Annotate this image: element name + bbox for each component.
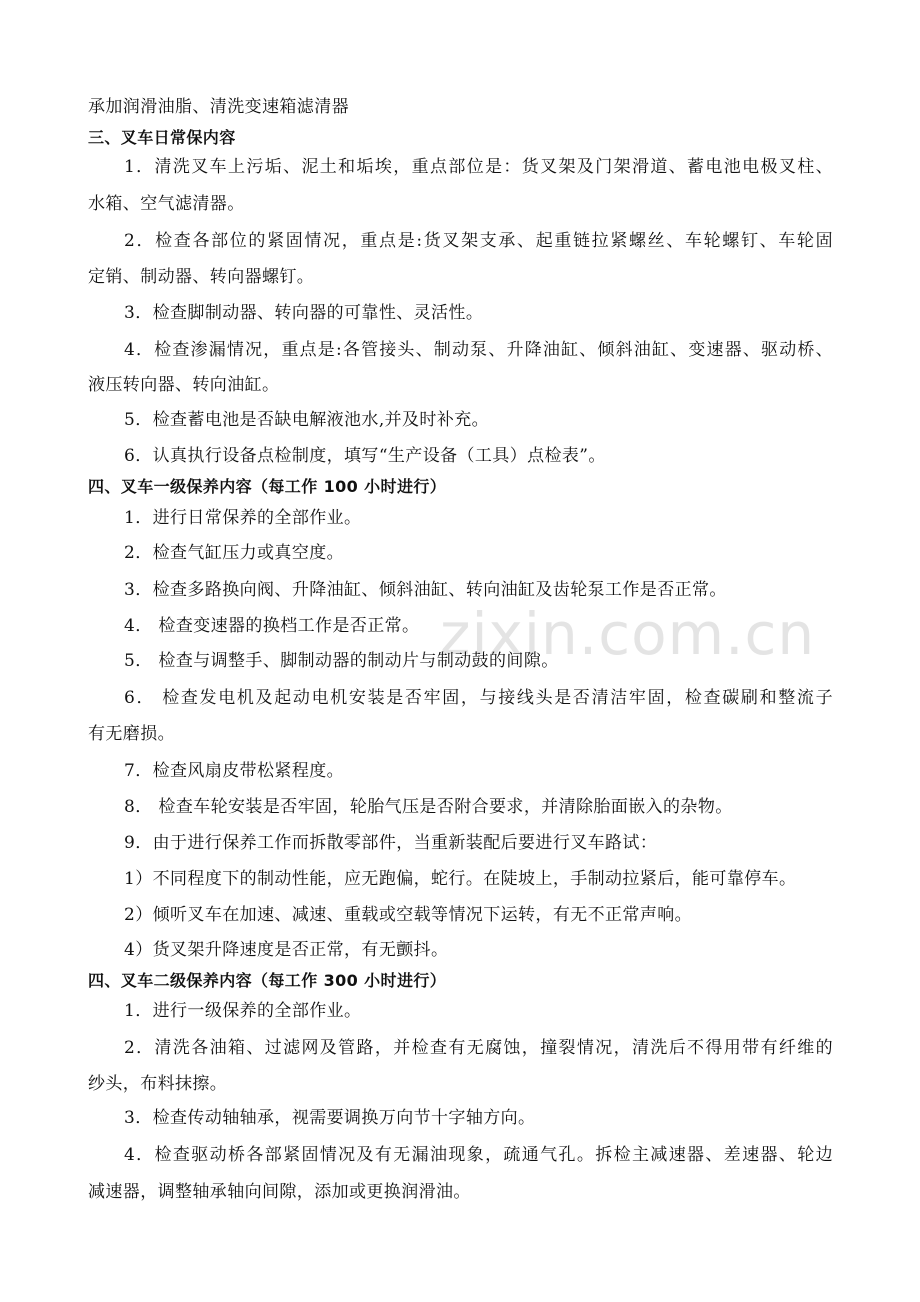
paragraph-line: 1．进行一级保养的全部作业。 <box>124 1001 362 1021</box>
paragraph-line: 6．认真执行设备点检制度，填写“生产设备（工具）点检表”。 <box>124 446 606 466</box>
paragraph-line: 定销、制动器、转向器螺钉。 <box>88 267 315 287</box>
paragraph-line: 1）不同程度下的制动性能，应无跑偏，蛇行。在陡坡上，手制动拉紧后，能可靠停车。 <box>124 869 797 889</box>
paragraph-line: 7．检查风扇皮带松紧程度。 <box>124 761 345 781</box>
paragraph-line: 4）货叉架升降速度是否正常，有无颤抖。 <box>124 940 449 960</box>
paragraph-line: 3．检查脚制动器、转向器的可靠性、灵活性。 <box>124 303 484 323</box>
paragraph-line: 6． 检查发电机及起动电机安装是否牢固，与接线头是否清洁牢固，检查碳刷和整流子 <box>124 688 833 708</box>
paragraph-line: 9．由于进行保养工作而拆散零部件，当重新装配后要进行叉车路试： <box>124 833 658 853</box>
section-heading: 三、叉车日常保内容 <box>88 128 236 147</box>
paragraph-line: 4． 检查变速器的换档工作是否正常。 <box>124 616 420 636</box>
paragraph-line: 减速器，调整轴承轴向间隙，添加或更换润滑油。 <box>88 1182 471 1202</box>
paragraph-line: 5．检查蓄电池是否缺电解液池水,并及时补充。 <box>124 410 490 430</box>
paragraph-line: 1．清洗叉车上污垢、泥土和垢埃，重点部位是：货叉架及门架滑道、蓄电池电极叉柱、 <box>124 157 833 177</box>
paragraph-line: 5． 检查与调整手、脚制动器的制动片与制动鼓的间隙。 <box>124 651 559 671</box>
section-heading: 四、叉车二级保养内容（每工作 300 小时进行） <box>88 971 447 990</box>
paragraph-line: 2．清洗各油箱、过滤网及管路，并检查有无腐蚀，撞裂情况，清洗后不得用带有纤维的 <box>124 1038 833 1058</box>
paragraph-line: 2．检查各部位的紧固情况，重点是:货叉架支承、起重链拉紧螺丝、车轮螺钉、车轮固 <box>124 231 833 251</box>
section-heading: 四、叉车一级保养内容（每工作 100 小时进行） <box>88 477 447 496</box>
watermark: zixin.com.cn <box>440 600 816 668</box>
paragraph-line: 1．进行日常保养的全部作业。 <box>124 508 362 528</box>
paragraph-line: 8． 检查车轮安装是否牢固，轮胎气压是否附合要求，并清除胎面嵌入的杂物。 <box>124 797 733 817</box>
paragraph-line: 有无磨损。 <box>88 724 175 744</box>
paragraph-line: 4．检查驱动桥各部紧固情况及有无漏油现象，疏通气孔。拆检主减速器、差速器、轮边 <box>124 1145 833 1165</box>
paragraph-line: 2）倾听叉车在加速、减速、重载或空载等情况下运转，有无不正常声响。 <box>124 905 693 925</box>
paragraph-line: 4．检查渗漏情况，重点是:各管接头、制动泵、升降油缸、倾斜油缸、变速器、驱动桥、 <box>124 340 833 360</box>
paragraph-line: 3．检查多路换向阀、升降油缸、倾斜油缸、转向油缸及齿轮泵工作是否正常。 <box>124 580 727 600</box>
paragraph-line: 2．检查气缸压力或真空度。 <box>124 543 345 563</box>
paragraph-line: 水箱、空气滤清器。 <box>88 194 245 214</box>
paragraph-line: 3．检查传动轴轴承，视需要调换万向节十字轴方向。 <box>124 1108 536 1128</box>
paragraph-line: 纱头，布料抹擦。 <box>88 1074 228 1094</box>
paragraph-line: 液压转向器、转向油缸。 <box>88 375 280 395</box>
paragraph-line: 承加润滑油脂、清洗变速箱滤清器 <box>88 97 349 117</box>
